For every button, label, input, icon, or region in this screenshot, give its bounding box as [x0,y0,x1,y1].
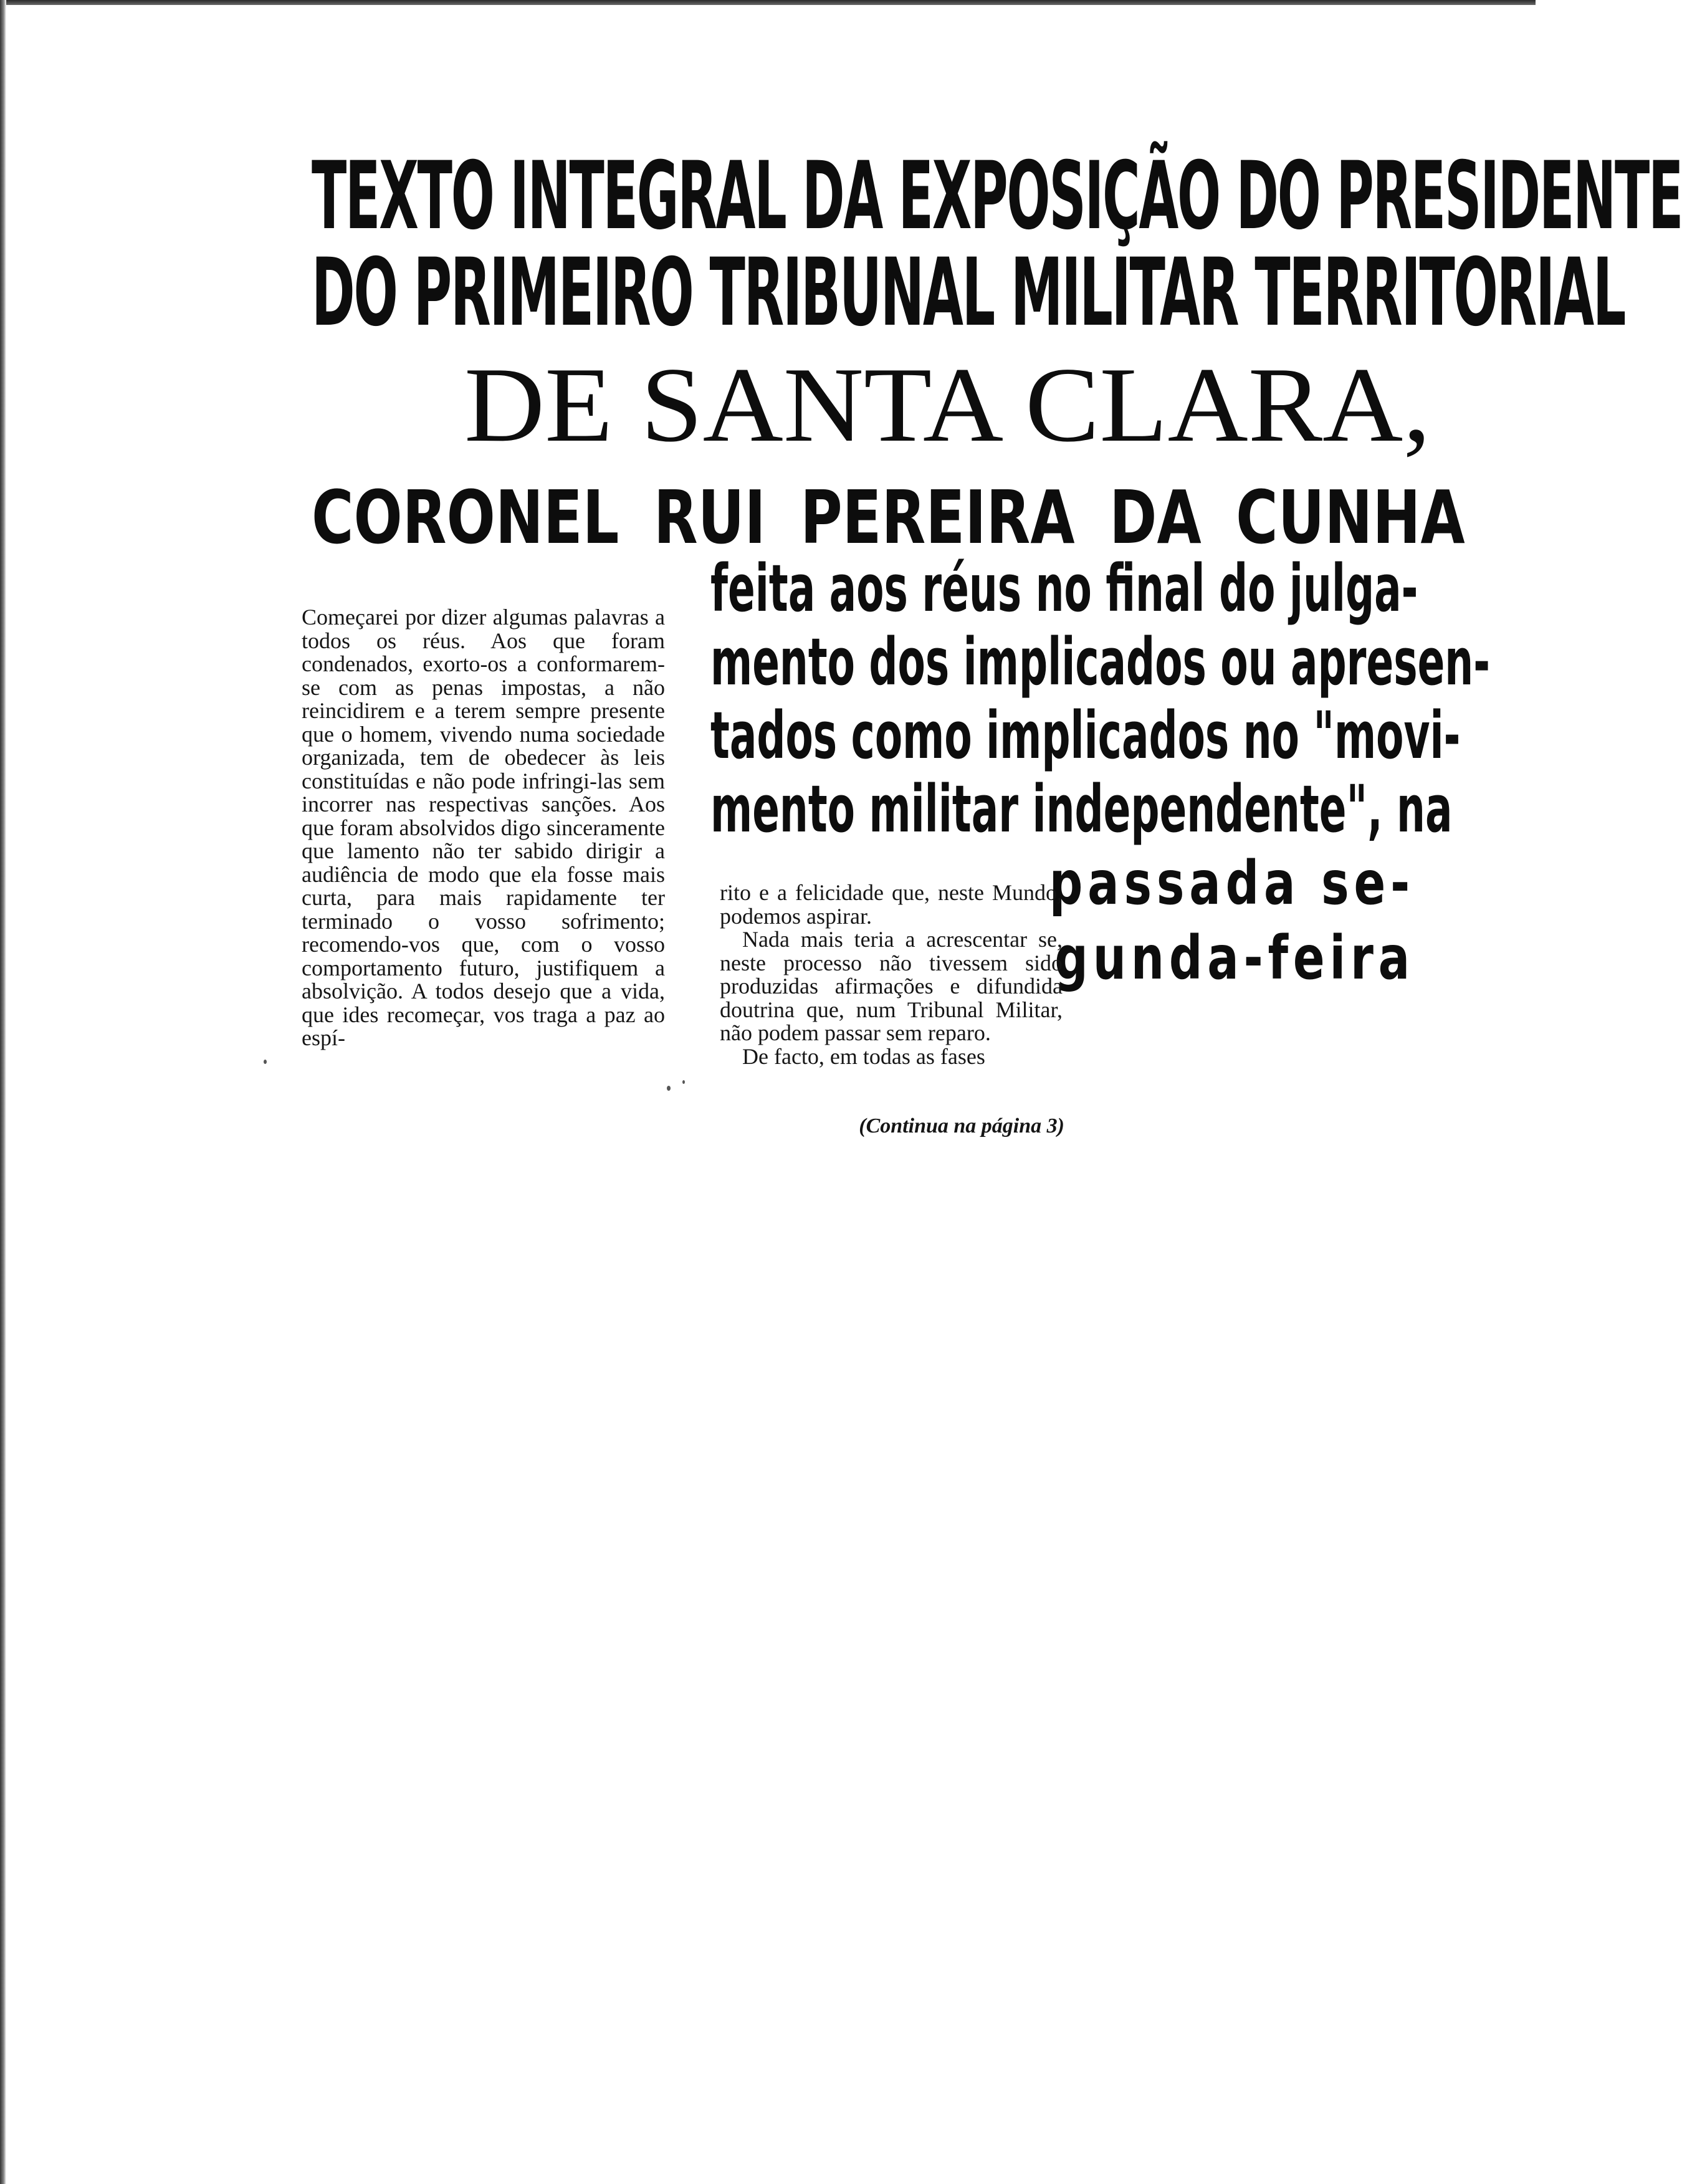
article-column-2 [720,881,1063,1068]
column-2-paragraph-1: rito e a felicidade que, neste Mundo, podemos aspirar. [720,880,1063,929]
deck-line-5: passada se- [1049,848,1415,918]
scan-border-left [0,0,6,2184]
continuation-note: (Continua na página 3) [859,1114,1064,1138]
column-2-paragraph-3: De facto, em todas as fases [742,1043,985,1069]
headline-line-3: DE SANTA CLARA, [464,346,1431,464]
ink-speck [682,1080,685,1084]
article-column-1 [302,606,665,1050]
deck-line-4: mento militar independente", na [710,771,1453,847]
headline-line-4: CORONEL RUI PEREIRA DA CUNHA [312,474,1465,560]
headline-line-1: TEXTO INTEGRAL DA EXPOSIÇÃO DO PRESIDENTE [312,142,1682,251]
column-1-paragraph-1: Começarei por dizer algumas palavras a todos os réus. Aos que foram condenados, exorto-os a conformarem-se com as penas impostas, a não reincidirem e a terem sempre presente que o homem, vivendo numa sociedade organizada, tem de obedecer às leis constituídas e não pode infringi-las sem incorrer nas respectivas sanções. Aos que foram absolvidos digo sinceramente que lamento não ter sabido dirigir a audiência de modo que ela fosse mais curta, para mais rapidamente ter terminado o vosso sofrimento; recomendo-vos que, com o vosso comportamento futuro, justifiquem a absolvição. A todos desejo que a vida, que ides recomeçar, vos traga a paz ao espí- [302,605,665,1050]
headline-line-2: DO PRIMEIRO TRIBUNAL MILITAR TERRITORIAL [312,239,1625,347]
ink-speck [264,1060,267,1064]
scan-border-top [0,0,1536,5]
deck-line-3: tados como implicados no "movi- [710,697,1461,774]
deck-line-1: feita aos réus no final do julga- [710,550,1418,626]
deck-line-2: mento dos implicados ou apresen- [710,624,1490,700]
deck-line-6: gunda-feira [1054,923,1415,993]
ink-speck [667,1086,671,1091]
column-2-paragraph-2: Nada mais teria a acrescentar se, neste processo não tivessem sido produzidas afirmações e difundida doutrina que, num Tribunal Militar, não podem passar sem reparo. [720,927,1063,1045]
